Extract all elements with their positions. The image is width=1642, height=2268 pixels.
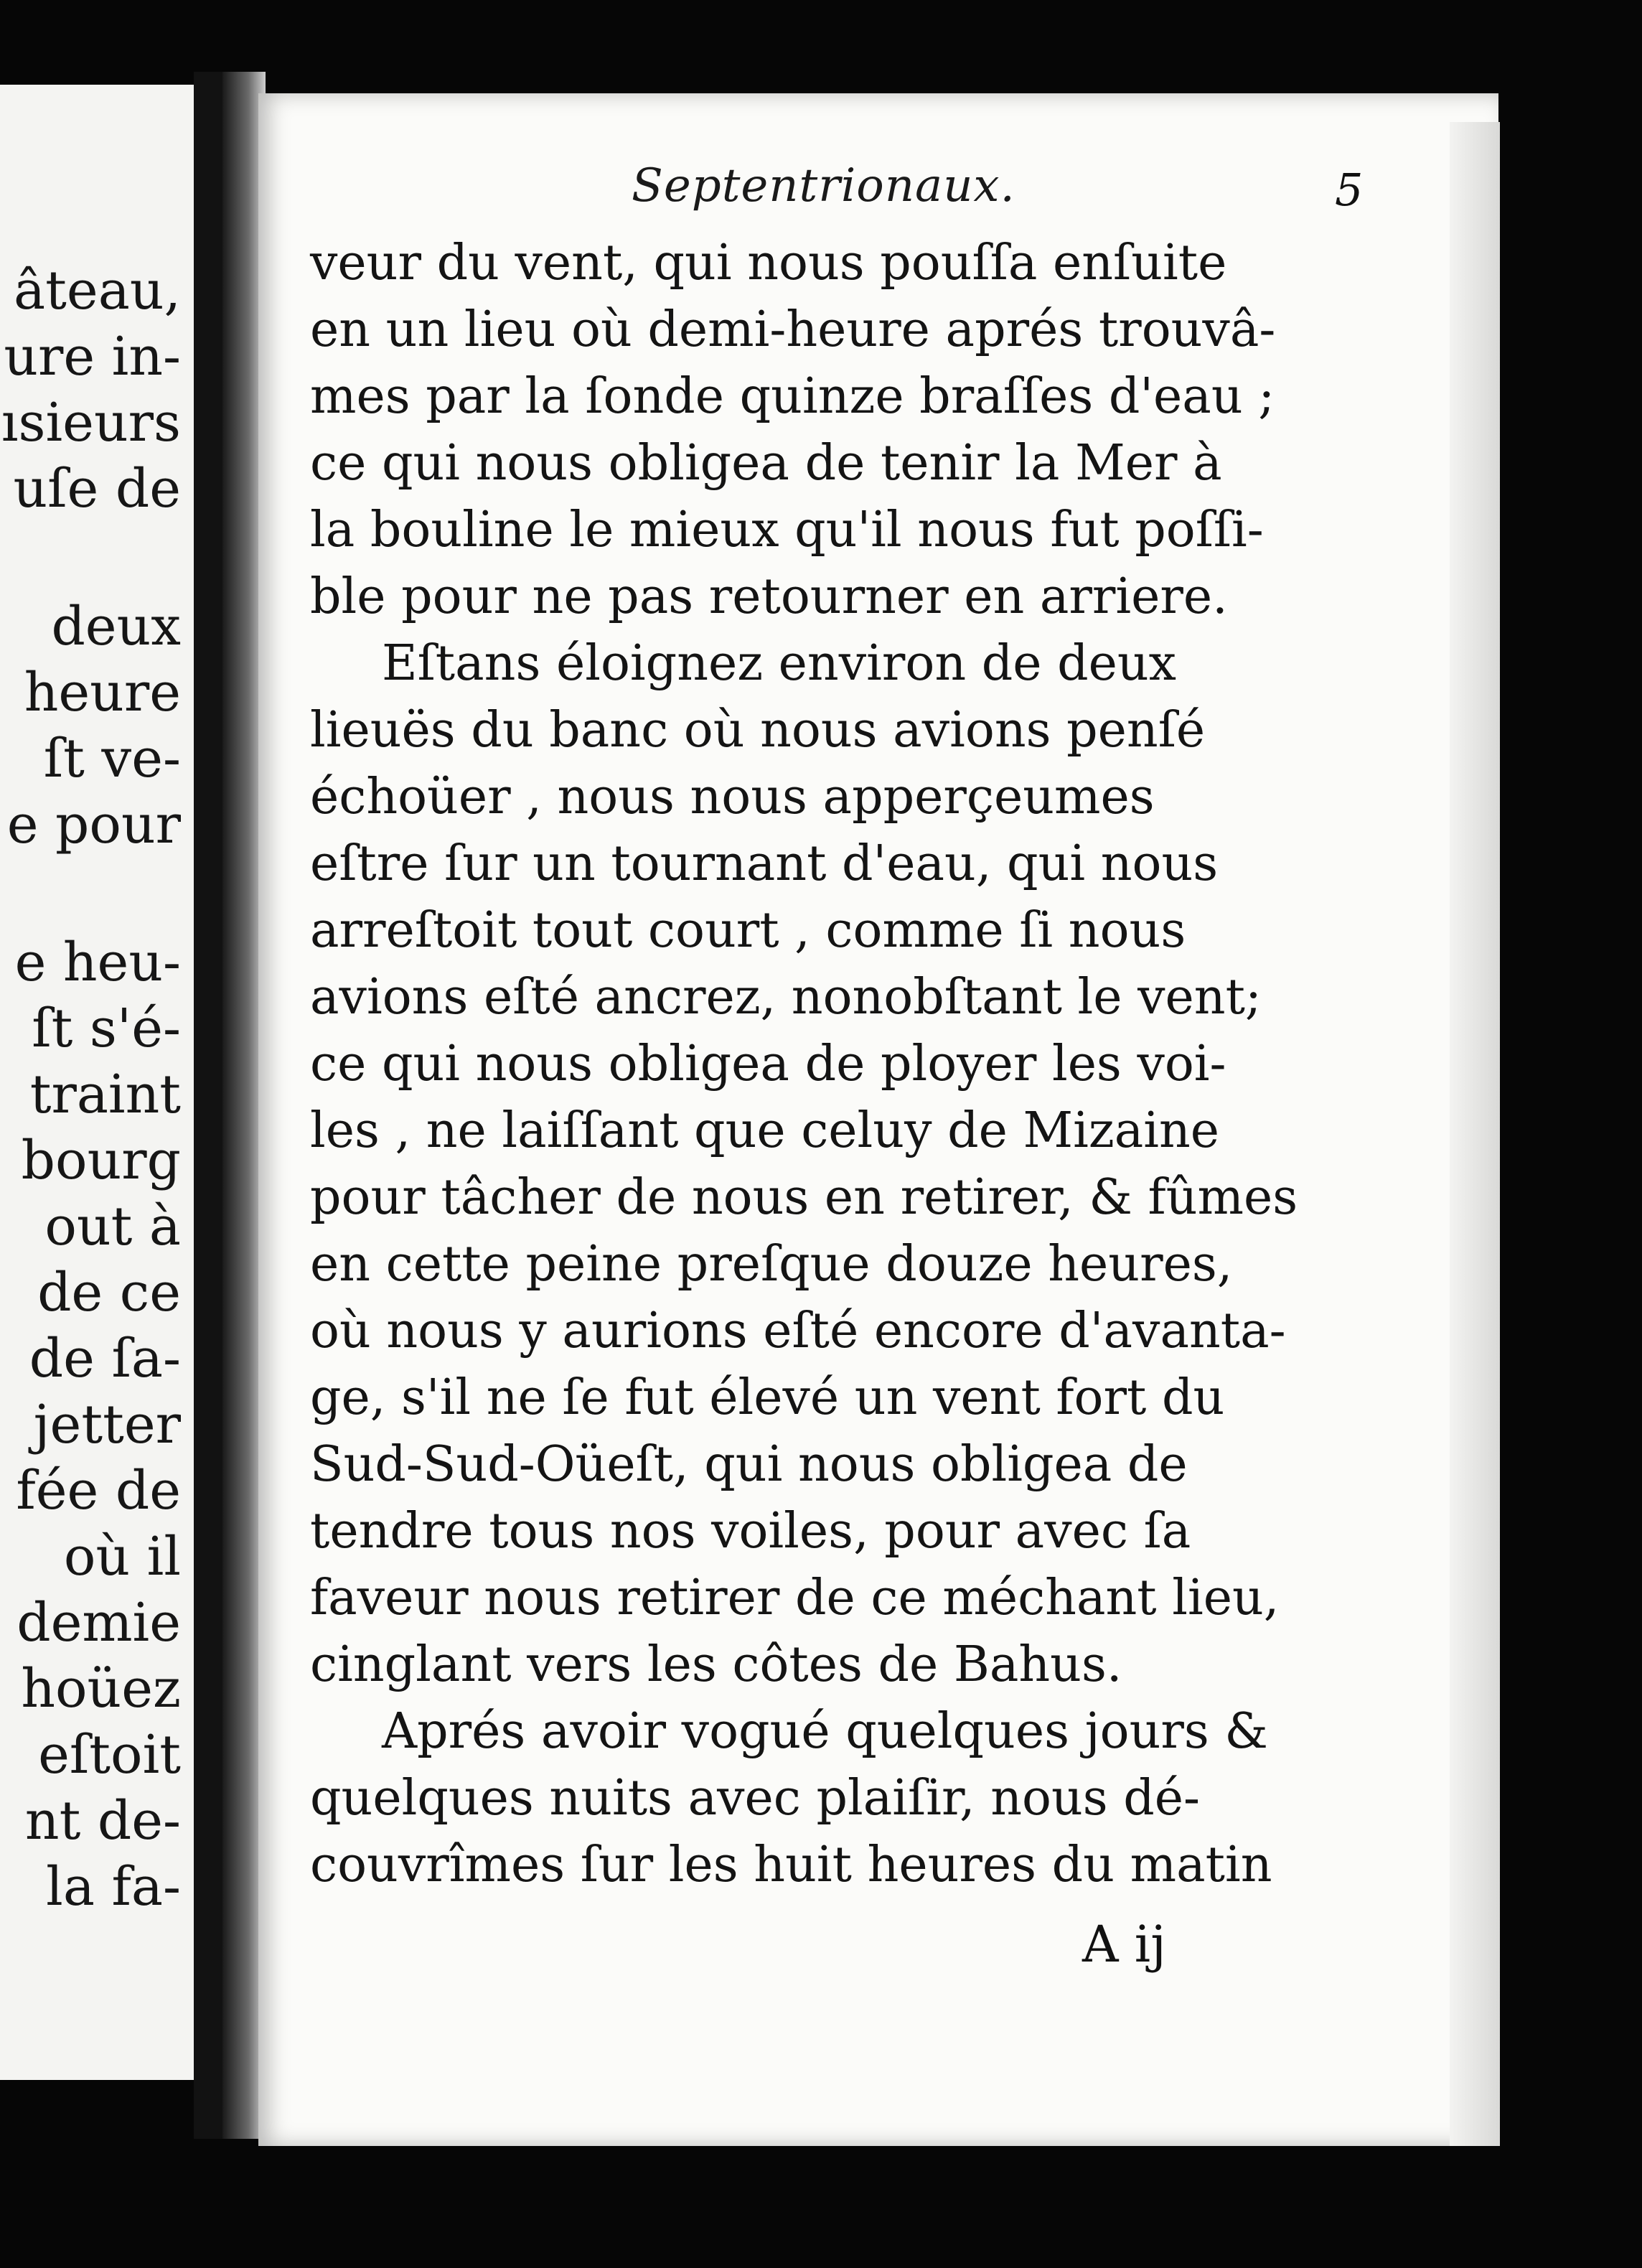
text-line: ge, s'il ne ſe fut élevé un vent fort du xyxy=(310,1369,1225,1426)
text-line: ce qui nous obligea de ployer les voi- xyxy=(310,1036,1226,1092)
page-number: 5 xyxy=(1335,164,1364,216)
text-line: ble pour ne pas retourner en arriere. xyxy=(310,568,1228,625)
body-text xyxy=(310,230,1351,1898)
left-page-fragment: ſt s'é- xyxy=(32,998,181,1059)
left-page-fragment: de ce xyxy=(37,1262,181,1323)
text-line: en cette peine preſque douze heures, xyxy=(310,1236,1233,1293)
text-line: arreſtoit tout court , comme ſi nous xyxy=(310,902,1186,959)
left-page-fragment: uſe de xyxy=(13,458,181,520)
text-line: mes par la ſonde quinze braſſes d'eau ; xyxy=(310,368,1275,425)
text-line: pour tâcher de nous en retirer, & fûmes xyxy=(310,1169,1298,1226)
text-line: ce qui nous obligea de tenir la Mer à xyxy=(310,435,1222,492)
left-page-fragment: ısieurs xyxy=(1,392,181,454)
left-page-fragment: la fa- xyxy=(46,1856,181,1918)
paragraph-start-line: Aprés avoir vogué quelques jours & xyxy=(382,1703,1268,1760)
paragraph-start-line: Eſtans éloignez environ de deux xyxy=(382,635,1177,692)
left-page-fragment: e pour xyxy=(6,794,181,856)
left-page-fragment: ſt ve- xyxy=(43,728,181,789)
text-line: faveur nous retirer de ce méchant lieu, xyxy=(310,1570,1280,1626)
left-page-fragment: où il xyxy=(63,1526,181,1588)
running-head: Septentrionaux. xyxy=(632,159,1015,212)
text-line: la bouline le mieux qu'il nous fut poſſi- xyxy=(310,502,1264,558)
left-page-fragment: out à xyxy=(44,1196,181,1257)
text-line: tendre tous nos voiles, pour avec ſa xyxy=(310,1503,1191,1560)
text-line: lieuës du banc où nous avions penſé xyxy=(310,702,1206,759)
text-line: avions eſté ancrez, nonobſtant le vent; xyxy=(310,969,1262,1026)
text-line: les , ne laiſſant que celuy de Mizaine xyxy=(310,1102,1220,1159)
text-line: échoüer , nous nous apperçeumes xyxy=(310,769,1155,825)
page-edge xyxy=(1450,122,1500,2146)
left-page-fragment: traint xyxy=(29,1064,181,1125)
text-line: veur du vent, qui nous pouſſa enſuite xyxy=(310,235,1227,291)
text-line: cinglant vers les côtes de Bahus. xyxy=(310,1636,1122,1693)
text-line: couvrîmes ſur les huit heures du matin xyxy=(310,1837,1272,1893)
left-page-fragment: de ſa- xyxy=(29,1328,181,1390)
left-page-fragment: fée de xyxy=(16,1460,181,1522)
left-page-fragment: eſtoit xyxy=(38,1724,181,1786)
left-page-fragment: bourg xyxy=(21,1130,181,1191)
text-line: quelques nuits avec plaiſir, nous dé- xyxy=(310,1770,1201,1827)
text-line: en un lieu où demi-heure aprés trouvâ- xyxy=(310,301,1276,358)
signature-mark: A ij xyxy=(1082,1915,1166,1974)
left-page-fragment: e heu- xyxy=(14,932,181,993)
left-page-fragment: nt de- xyxy=(24,1790,181,1852)
text-line: où nous y aurions eſté encore d'avanta- xyxy=(310,1303,1286,1359)
left-page xyxy=(0,85,194,2080)
left-page-fragment: demie xyxy=(17,1592,181,1654)
text-line: Sud-Sud-Oüeſt, qui nous obligea de xyxy=(310,1436,1188,1493)
left-page-fragment: âteau, xyxy=(14,260,181,322)
text-line: eſtre ſur un tournant d'eau, qui nous xyxy=(310,835,1219,892)
left-page-fragment: heure xyxy=(24,662,181,723)
left-page-fragment: deux xyxy=(51,596,181,657)
left-page-fragment: hoüez xyxy=(21,1658,181,1720)
left-page-fragment: jetter xyxy=(33,1394,181,1456)
left-page-fragment: ure in- xyxy=(4,326,181,388)
